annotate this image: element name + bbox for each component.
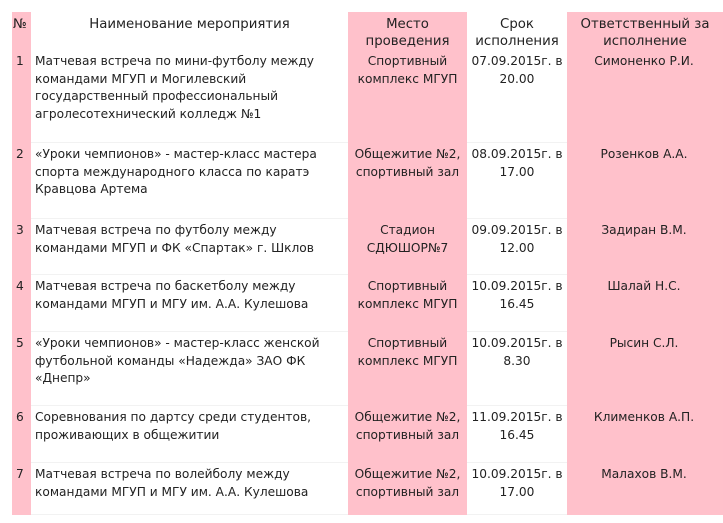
- table-row: [12, 275, 723, 332]
- row-num: 4: [12, 275, 31, 332]
- header-date: Срок исполнения: [467, 12, 567, 50]
- row-event-name: Соревнования по дартсу среди студентов, проживающих в общежитии: [31, 406, 348, 463]
- row-date: 11.09.2015г. в 16.45: [467, 406, 567, 463]
- row-responsible: Малахов В.М.: [567, 463, 723, 515]
- row-event-name: Матчевая встреча по футболу между командами МГУП и ФК «Спартак» г. Шклов: [31, 219, 348, 275]
- header-row: [12, 12, 723, 50]
- row-place: Спортивный комплекс МГУП: [348, 332, 467, 406]
- row-responsible: Шалай Н.С.: [567, 275, 723, 332]
- row-place: Спортивный комплекс МГУП: [348, 50, 467, 143]
- header-responsible: Ответственный за исполнение: [567, 12, 723, 50]
- row-event-name: Матчевая встреча по мини-футболу между командами МГУП и Могилевский государственный профессиональный агролесотехнический колледж №1: [31, 50, 348, 143]
- row-event-name: Матчевая встреча по баскетболу между командами МГУП и МГУ им. А.А. Кулешова: [31, 275, 348, 332]
- row-num: 6: [12, 406, 31, 463]
- row-num: 1: [12, 50, 31, 143]
- row-place: Общежитие №2, спортивный зал: [348, 406, 467, 463]
- table-row: [12, 332, 723, 406]
- table-row: [12, 463, 723, 515]
- row-event-name: Матчевая встреча по волейболу между командами МГУП и МГУ им. А.А. Кулешова: [31, 463, 348, 515]
- row-responsible: Задиран В.М.: [567, 219, 723, 275]
- row-responsible: Розенков А.А.: [567, 143, 723, 219]
- row-date: 07.09.2015г. в 20.00: [467, 50, 567, 143]
- header-num: №: [12, 12, 31, 50]
- row-place: Общежитие №2, спортивный зал: [348, 463, 467, 515]
- row-place: Спортивный комплекс МГУП: [348, 275, 467, 332]
- row-responsible: Клименков А.П.: [567, 406, 723, 463]
- table-row: [12, 50, 723, 143]
- row-event-name: «Уроки чемпионов» - мастер-класс женской футбольной команды «Надежда» ЗАО ФК «Днепр»: [31, 332, 348, 406]
- table-row: [12, 219, 723, 275]
- row-num: 5: [12, 332, 31, 406]
- row-date: 10.09.2015г. в 8.30: [467, 332, 567, 406]
- header-place: Место проведения: [348, 12, 467, 50]
- row-num: 7: [12, 463, 31, 515]
- row-num: 3: [12, 219, 31, 275]
- row-responsible: Рысин С.Л.: [567, 332, 723, 406]
- table-row: [12, 406, 723, 463]
- row-responsible: Симоненко Р.И.: [567, 50, 723, 143]
- row-event-name: «Уроки чемпионов» - мастер-класс мастера спорта международного класса по каратэ Кравцова Артема: [31, 143, 348, 219]
- events-table: [12, 12, 723, 515]
- row-place: Стадион СДЮШОР№7: [348, 219, 467, 275]
- table-row: [12, 143, 723, 219]
- row-date: 10.09.2015г. в 17.00: [467, 463, 567, 515]
- header-name: Наименование мероприятия: [31, 12, 348, 50]
- row-date: 09.09.2015г. в 12.00: [467, 219, 567, 275]
- row-place: Общежитие №2, спортивный зал: [348, 143, 467, 219]
- row-date: 10.09.2015г. в 16.45: [467, 275, 567, 332]
- row-num: 2: [12, 143, 31, 219]
- row-date: 08.09.2015г. в 17.00: [467, 143, 567, 219]
